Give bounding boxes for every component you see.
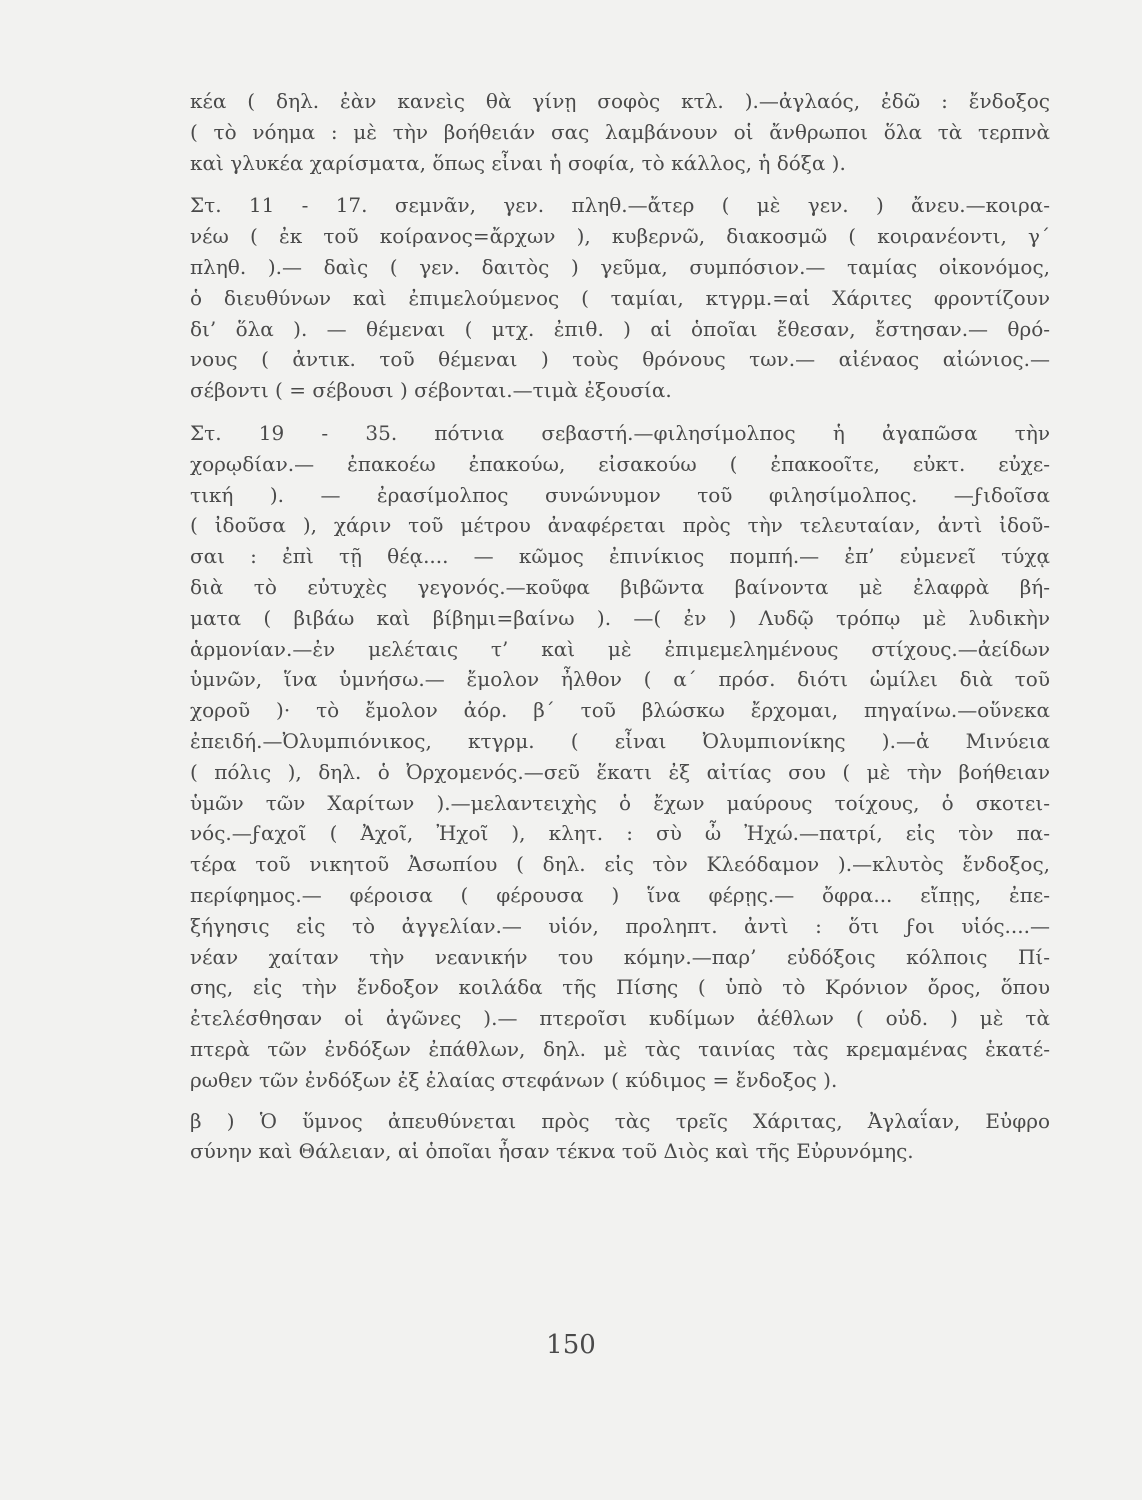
paragraph-verses-19-35 (190, 418, 1050, 1096)
text-line: πληθ. ).— δαὶς ( γεν. δαιτὸς ) γεῦμα, συμπόσιον.— ταμίας οἰκονόμος, (190, 254, 1050, 279)
text-line: πτερὰ τῶν ἐνδόξων ἐπάθλων, δηλ. μὲ τὰς ταινίας τὰς κρεμαμένας ἑκατέ- (190, 1036, 1050, 1061)
text-line: τέρα τοῦ νικητοῦ Ἀσωπίου ( δηλ. εἰς τὸν Κλεόδαμον ).—κλυτὸς ἔνδοξος, (190, 852, 1050, 877)
commentary-page (190, 86, 1050, 1167)
text-line: περίφημος.— φέροισα ( φέρουσα ) ἵνα φέρῃς.— ὄφρα... εἴπῃς, ἐπε- (190, 882, 1050, 907)
text-line: ἐπειδή.—Ὀλυμπιόνικος, κτγρμ. ( εἶναι Ὀλυμπιονίκης ).—ἁ Μινύεια (190, 728, 1050, 753)
text-line: χοροῦ )· τὸ ἔμολον ἀόρ. β΄ τοῦ βλώσκω ἔρχομαι, πηγαίνω.—οὕνεκα (190, 698, 1050, 723)
text-line: ( ἰδοῦσα ), χάριν τοῦ μέτρου ἀναφέρεται πρὸς τὴν τελευταίαν, ἀντὶ ἰδοῦ- (190, 513, 1050, 538)
paragraph-intro (190, 86, 1050, 178)
text-line: ξήγησις εἰς τὸ ἀγγελίαν.— υἱόν, προληπτ. ἀντὶ : ὅτι ϝοι υἱός....— (190, 913, 1050, 938)
text-line: Στ. 11 - 17. σεμνᾶν, γεν. πληθ.—ἄτερ ( μὲ γεν. ) ἄνευ.—κοιρα- (190, 193, 1050, 218)
text-line: ἁρμονίαν.—ἐν μελέταις τ’ καὶ μὲ ἐπιμεμελημένους στίχους.—ἀείδων (190, 636, 1050, 661)
text-line: σέβοντι ( = σέβουσι ) σέβονται.—τιμὰ ἐξουσία. (190, 378, 672, 403)
text-line: σης, εἰς τὴν ἔνδοξον κοιλάδα τῆς Πίσης ( ὑπὸ τὸ Κρόνιον ὄρος, ὅπου (190, 975, 1050, 1000)
text-line: δι’ ὅλα ). — θέμεναι ( μτχ. ἐπιθ. ) αἱ ὁποῖαι ἔθεσαν, ἔστησαν.— θρό- (190, 316, 1050, 341)
text-line: ( τὸ νόημα : μὲ τὴν βοήθειάν σας λαμβάνουν οἱ ἄνθρωποι ὅλα τὰ τερπνὰ (190, 119, 1050, 144)
text-line: χορῳδίαν.— ἐπακοέω ἐπακούω, εἰσακούω ( ἐπακοοῖτε, εὐκτ. εὐχε- (190, 451, 1050, 476)
text-line: τική ). — ἐρασίμολπος συνώνυμον τοῦ φιλησίμολπος. —ϝιδοῖσα (190, 482, 1050, 507)
text-line: νέαν χαίταν τὴν νεανικήν του κόμην.—παρ’ εὐδόξοις κόλποις Πί- (190, 944, 1050, 969)
paragraph-verses-11-17 (190, 190, 1050, 406)
page-number: 150 (546, 1330, 596, 1360)
text-line: ὁ διευθύνων καὶ ἐπιμελούμενος ( ταμίαι, κτγρμ.=αἱ Χάριτες φροντίζουν (190, 285, 1050, 310)
text-line: σύνην καὶ Θάλειαν, αἱ ὁποῖαι ἦσαν τέκνα τοῦ Διὸς καὶ τῆς Εὐρυνόμης. (190, 1139, 914, 1164)
text-line: ἐτελέσθησαν οἱ ἀγῶνες ).— πτεροῖσι κυδίμων ἀέθλων ( οὐδ. ) μὲ τὰ (190, 1006, 1050, 1031)
text-line: νέω ( ἐκ τοῦ κοίρανος=ἄρχων ), κυβερνῶ, διακοσμῶ ( κοιρανέοντι, γ΄ (190, 224, 1050, 249)
text-line: ( πόλις ), δηλ. ὁ Ὀρχομενός.—σεῦ ἕκατι ἐξ αἰτίας σου ( μὲ τὴν βοήθειαν (190, 759, 1050, 784)
text-line: ὑμῶν τῶν Χαρίτων ).—μελαντειχὴς ὁ ἔχων μαύρους τοίχους, ὁ σκοτει- (190, 790, 1050, 815)
text-line: β ) Ὁ ὕμνος ἀπευθύνεται πρὸς τὰς τρεῖς Χάριτας, Ἀγλαΐαν, Εὐφρο (190, 1108, 1050, 1133)
text-line: νός.—ϝαχοῖ ( Ἀχοῖ, Ἠχοῖ ), κλητ. : σὺ ὦ Ἠχώ.—πατρί, εἰς τὸν πα- (190, 821, 1050, 846)
paragraph-note-b (190, 1106, 1050, 1168)
text-line: Στ. 19 - 35. πότνια σεβαστή.—φιλησίμολπος ἡ ἀγαπῶσα τὴν (190, 420, 1050, 445)
text-line: διὰ τὸ εὐτυχὲς γεγονός.—κοῦφα βιβῶντα βαίνοντα μὲ ἐλαφρὰ βή- (190, 574, 1050, 599)
text-line: ὑμνῶν, ἵνα ὑμνήσω.— ἔμολον ἦλθον ( α΄ πρόσ. διότι ὡμίλει διὰ τοῦ (190, 667, 1050, 692)
text-line: ματα ( βιβάω καὶ βίβημι=βαίνω ). —( ἐν ) Λυδῷ τρόπῳ μὲ λυδικὴν (190, 605, 1050, 630)
text-line: κέα ( δηλ. ἐὰν κανεὶς θὰ γίνῃ σοφὸς κτλ. ).—ἀγλαός, ἐδῶ : ἔνδοξος (190, 89, 1050, 113)
text-line: ρωθεν τῶν ἐνδόξων ἐξ ἐλαίας στεφάνων ( κύδιμος = ἔνδοξος ). (190, 1067, 838, 1092)
text-line: καὶ γλυκέα χαρίσματα, ὅπως εἶναι ἡ σοφία, τὸ κάλλος, ἡ δόξα ). (190, 150, 846, 175)
text-line: σαι : ἐπὶ τῇ θέᾳ.... — κῶμος ἐπινίκιος πομπή.— ἐπ’ εὐμενεῖ τύχᾳ (190, 544, 1050, 569)
text-line: νους ( ἀντικ. τοῦ θέμεναι ) τοὺς θρόνους των.— αἰέναος αἰώνιος.— (190, 347, 1050, 372)
